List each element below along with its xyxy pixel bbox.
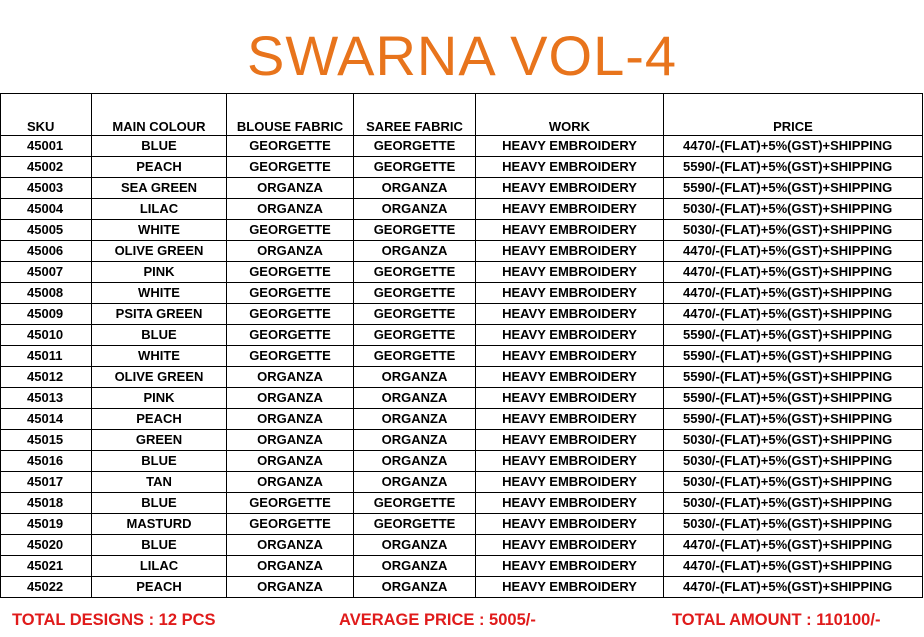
blouse-fabric-cell: GEORGETTE (227, 304, 354, 325)
sku-cell: 45015 (1, 430, 92, 451)
work-cell: HEAVY EMBROIDERY (476, 472, 664, 493)
main-colour-cell: BLUE (92, 451, 227, 472)
price-cell: 4470/-(FLAT)+5%(GST)+SHIPPING (664, 241, 923, 262)
saree-fabric-cell: ORGANZA (354, 577, 476, 598)
main-colour-cell: LILAC (92, 199, 227, 220)
saree-fabric-cell: ORGANZA (354, 472, 476, 493)
table-row (1, 472, 923, 493)
table-header-row (1, 94, 923, 136)
work-cell: HEAVY EMBROIDERY (476, 514, 664, 535)
main-colour-cell: PINK (92, 262, 227, 283)
blouse-fabric-cell: GEORGETTE (227, 325, 354, 346)
blouse-fabric-cell: GEORGETTE (227, 157, 354, 178)
table-row (1, 388, 923, 409)
table-row (1, 535, 923, 556)
sku-cell: 45004 (1, 199, 92, 220)
price-cell: 5030/-(FLAT)+5%(GST)+SHIPPING (664, 199, 923, 220)
table-row (1, 514, 923, 535)
price-cell: 5590/-(FLAT)+5%(GST)+SHIPPING (664, 388, 923, 409)
price-cell: 5590/-(FLAT)+5%(GST)+SHIPPING (664, 325, 923, 346)
column-header-sku: SKU (1, 94, 92, 136)
blouse-fabric-cell: GEORGETTE (227, 136, 354, 157)
saree-fabric-cell: ORGANZA (354, 451, 476, 472)
total-designs: TOTAL DESIGNS : 12 PCS (12, 611, 216, 629)
price-cell: 5030/-(FLAT)+5%(GST)+SHIPPING (664, 451, 923, 472)
sku-cell: 45019 (1, 514, 92, 535)
work-cell: HEAVY EMBROIDERY (476, 178, 664, 199)
saree-fabric-cell: GEORGETTE (354, 157, 476, 178)
table-row (1, 178, 923, 199)
saree-fabric-cell: ORGANZA (354, 409, 476, 430)
saree-fabric-cell: GEORGETTE (354, 136, 476, 157)
price-cell: 5030/-(FLAT)+5%(GST)+SHIPPING (664, 430, 923, 451)
saree-fabric-cell: GEORGETTE (354, 220, 476, 241)
saree-fabric-cell: GEORGETTE (354, 514, 476, 535)
blouse-fabric-cell: GEORGETTE (227, 262, 354, 283)
sku-cell: 45013 (1, 388, 92, 409)
saree-fabric-cell: GEORGETTE (354, 346, 476, 367)
main-colour-cell: PSITA GREEN (92, 304, 227, 325)
work-cell: HEAVY EMBROIDERY (476, 430, 664, 451)
sku-cell: 45021 (1, 556, 92, 577)
main-colour-cell: PEACH (92, 577, 227, 598)
price-cell: 4470/-(FLAT)+5%(GST)+SHIPPING (664, 535, 923, 556)
table-row (1, 241, 923, 262)
blouse-fabric-cell: GEORGETTE (227, 283, 354, 304)
work-cell: HEAVY EMBROIDERY (476, 409, 664, 430)
sku-cell: 45003 (1, 178, 92, 199)
sku-cell: 45002 (1, 157, 92, 178)
sku-cell: 45007 (1, 262, 92, 283)
table-row (1, 157, 923, 178)
price-cell: 5590/-(FLAT)+5%(GST)+SHIPPING (664, 178, 923, 199)
blouse-fabric-cell: GEORGETTE (227, 493, 354, 514)
table-row (1, 409, 923, 430)
main-colour-cell: OLIVE GREEN (92, 241, 227, 262)
main-colour-cell: BLUE (92, 325, 227, 346)
table-row (1, 367, 923, 388)
saree-fabric-cell: ORGANZA (354, 388, 476, 409)
work-cell: HEAVY EMBROIDERY (476, 220, 664, 241)
blouse-fabric-cell: ORGANZA (227, 556, 354, 577)
main-colour-cell: BLUE (92, 535, 227, 556)
main-colour-cell: WHITE (92, 220, 227, 241)
work-cell: HEAVY EMBROIDERY (476, 325, 664, 346)
saree-fabric-cell: ORGANZA (354, 199, 476, 220)
blouse-fabric-cell: ORGANZA (227, 577, 354, 598)
blouse-fabric-cell: ORGANZA (227, 388, 354, 409)
work-cell: HEAVY EMBROIDERY (476, 388, 664, 409)
sku-cell: 45016 (1, 451, 92, 472)
price-cell: 5590/-(FLAT)+5%(GST)+SHIPPING (664, 367, 923, 388)
total-amount: TOTAL AMOUNT : 110100/- (672, 611, 881, 629)
work-cell: HEAVY EMBROIDERY (476, 157, 664, 178)
work-cell: HEAVY EMBROIDERY (476, 283, 664, 304)
work-cell: HEAVY EMBROIDERY (476, 577, 664, 598)
work-cell: HEAVY EMBROIDERY (476, 136, 664, 157)
blouse-fabric-cell: ORGANZA (227, 409, 354, 430)
price-cell: 4470/-(FLAT)+5%(GST)+SHIPPING (664, 136, 923, 157)
table-row (1, 136, 923, 157)
sku-cell: 45006 (1, 241, 92, 262)
saree-fabric-cell: ORGANZA (354, 367, 476, 388)
work-cell: HEAVY EMBROIDERY (476, 346, 664, 367)
sku-cell: 45010 (1, 325, 92, 346)
column-header-work: WORK (476, 94, 664, 136)
main-colour-cell: MASTURD (92, 514, 227, 535)
table-row (1, 451, 923, 472)
main-colour-cell: WHITE (92, 346, 227, 367)
saree-fabric-cell: ORGANZA (354, 430, 476, 451)
saree-fabric-cell: ORGANZA (354, 178, 476, 199)
work-cell: HEAVY EMBROIDERY (476, 304, 664, 325)
table-row (1, 220, 923, 241)
saree-fabric-cell: GEORGETTE (354, 304, 476, 325)
main-colour-cell: WHITE (92, 283, 227, 304)
table-row (1, 199, 923, 220)
sku-cell: 45017 (1, 472, 92, 493)
blouse-fabric-cell: ORGANZA (227, 241, 354, 262)
blouse-fabric-cell: GEORGETTE (227, 514, 354, 535)
price-cell: 4470/-(FLAT)+5%(GST)+SHIPPING (664, 304, 923, 325)
column-header-main-colour: MAIN COLOUR (92, 94, 227, 136)
sku-cell: 45005 (1, 220, 92, 241)
main-colour-cell: PEACH (92, 157, 227, 178)
table-row (1, 346, 923, 367)
price-cell: 4470/-(FLAT)+5%(GST)+SHIPPING (664, 283, 923, 304)
work-cell: HEAVY EMBROIDERY (476, 262, 664, 283)
sku-cell: 45001 (1, 136, 92, 157)
price-cell: 4470/-(FLAT)+5%(GST)+SHIPPING (664, 556, 923, 577)
blouse-fabric-cell: ORGANZA (227, 472, 354, 493)
table-row (1, 283, 923, 304)
blouse-fabric-cell: GEORGETTE (227, 220, 354, 241)
main-colour-cell: PEACH (92, 409, 227, 430)
work-cell: HEAVY EMBROIDERY (476, 451, 664, 472)
sku-cell: 45012 (1, 367, 92, 388)
sku-cell: 45009 (1, 304, 92, 325)
main-colour-cell: GREEN (92, 430, 227, 451)
column-header-blouse-fabric: BLOUSE FABRIC (227, 94, 354, 136)
sku-cell: 45022 (1, 577, 92, 598)
work-cell: HEAVY EMBROIDERY (476, 367, 664, 388)
sku-cell: 45020 (1, 535, 92, 556)
main-colour-cell: OLIVE GREEN (92, 367, 227, 388)
work-cell: HEAVY EMBROIDERY (476, 535, 664, 556)
table-row (1, 262, 923, 283)
blouse-fabric-cell: ORGANZA (227, 535, 354, 556)
main-colour-cell: BLUE (92, 493, 227, 514)
column-header-price: PRICE (664, 94, 923, 136)
summary-footer (0, 611, 924, 637)
column-header-saree-fabric: SAREE FABRIC (354, 94, 476, 136)
main-colour-cell: PINK (92, 388, 227, 409)
main-colour-cell: TAN (92, 472, 227, 493)
sku-cell: 45014 (1, 409, 92, 430)
blouse-fabric-cell: ORGANZA (227, 451, 354, 472)
saree-fabric-cell: ORGANZA (354, 556, 476, 577)
blouse-fabric-cell: ORGANZA (227, 178, 354, 199)
price-cell: 5590/-(FLAT)+5%(GST)+SHIPPING (664, 346, 923, 367)
saree-fabric-cell: GEORGETTE (354, 493, 476, 514)
blouse-fabric-cell: ORGANZA (227, 430, 354, 451)
price-cell: 4470/-(FLAT)+5%(GST)+SHIPPING (664, 577, 923, 598)
product-table (0, 93, 923, 598)
table-row (1, 304, 923, 325)
table-row (1, 556, 923, 577)
sku-cell: 45011 (1, 346, 92, 367)
page-title: SWARNA VOL-4 (246, 24, 678, 87)
sku-cell: 45008 (1, 283, 92, 304)
price-cell: 5030/-(FLAT)+5%(GST)+SHIPPING (664, 493, 923, 514)
average-price: AVERAGE PRICE : 5005/- (339, 611, 536, 629)
work-cell: HEAVY EMBROIDERY (476, 493, 664, 514)
main-colour-cell: BLUE (92, 136, 227, 157)
saree-fabric-cell: GEORGETTE (354, 283, 476, 304)
price-cell: 4470/-(FLAT)+5%(GST)+SHIPPING (664, 262, 923, 283)
saree-fabric-cell: GEORGETTE (354, 325, 476, 346)
table-row (1, 430, 923, 451)
main-colour-cell: LILAC (92, 556, 227, 577)
work-cell: HEAVY EMBROIDERY (476, 241, 664, 262)
saree-fabric-cell: ORGANZA (354, 241, 476, 262)
saree-fabric-cell: ORGANZA (354, 535, 476, 556)
saree-fabric-cell: GEORGETTE (354, 262, 476, 283)
price-cell: 5590/-(FLAT)+5%(GST)+SHIPPING (664, 409, 923, 430)
blouse-fabric-cell: GEORGETTE (227, 346, 354, 367)
table-row (1, 577, 923, 598)
sku-cell: 45018 (1, 493, 92, 514)
work-cell: HEAVY EMBROIDERY (476, 556, 664, 577)
table-body (1, 136, 923, 598)
blouse-fabric-cell: ORGANZA (227, 367, 354, 388)
table-row (1, 325, 923, 346)
price-cell: 5030/-(FLAT)+5%(GST)+SHIPPING (664, 220, 923, 241)
blouse-fabric-cell: ORGANZA (227, 199, 354, 220)
price-cell: 5030/-(FLAT)+5%(GST)+SHIPPING (664, 514, 923, 535)
price-cell: 5590/-(FLAT)+5%(GST)+SHIPPING (664, 157, 923, 178)
work-cell: HEAVY EMBROIDERY (476, 199, 664, 220)
table-row (1, 493, 923, 514)
price-cell: 5030/-(FLAT)+5%(GST)+SHIPPING (664, 472, 923, 493)
main-colour-cell: SEA GREEN (92, 178, 227, 199)
